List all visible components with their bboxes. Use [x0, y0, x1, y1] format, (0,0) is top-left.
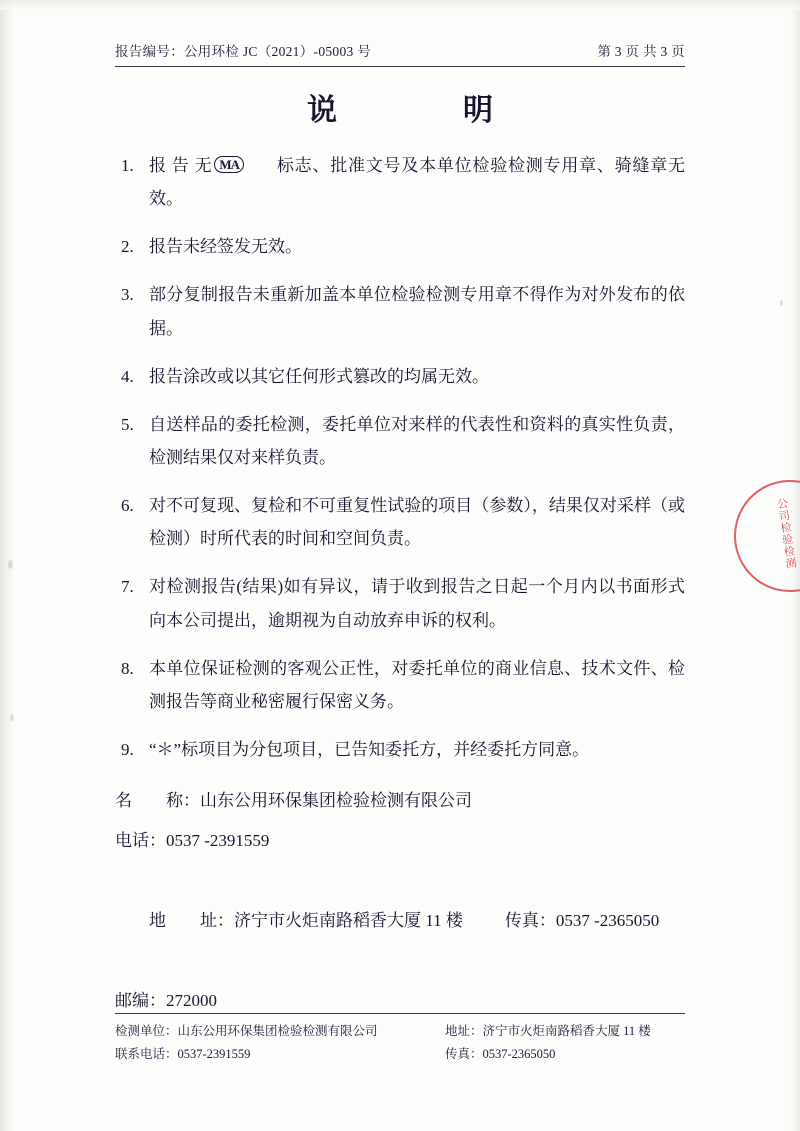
footer-row-2 — [115, 1043, 685, 1066]
list-item-number: 2. — [121, 237, 134, 257]
footer-unit: 检测单位：山东公用环保集团检验检测有限公司 — [115, 1024, 378, 1038]
company-seal-text: 公司检验检测 — [774, 497, 797, 571]
list-item-text: 报告涂改或以其它任何形式篡改的均属无效。 — [149, 366, 489, 386]
list-item-number: 5. — [121, 414, 134, 434]
list-item — [115, 733, 685, 766]
footer-tel: 联系电话：0537-2391559 — [115, 1047, 251, 1062]
list-item — [115, 570, 685, 636]
contact-name: 名 称：山东公用环保集团检验检测有限公司 — [115, 791, 472, 811]
list-item-text: 部分复制报告未重新加盖本单位检验检测专用章不得作为对外发布的依据。 — [149, 285, 685, 338]
scan-edge-top — [0, 0, 800, 10]
scan-speck — [8, 560, 13, 569]
scan-speck — [780, 300, 783, 306]
list-item-text: 对不可复现、复检和不可重复性试验的项目（参数），结果仅对采样（或检测）时所代表的时间和空间负责。 — [149, 496, 685, 549]
contact-address: 地 址：济宁市火炬南路稻香大厦 11 楼 — [149, 910, 463, 930]
report-number: 报告编号：公用环检 JC（2021）-05003 号 — [115, 44, 372, 59]
list-item-number: 4. — [121, 366, 134, 386]
contact-fax: 传真：0537 -2365050 — [504, 910, 660, 930]
footer-address: 地址：济宁市火炬南路稻香大厦 11 楼 — [445, 1024, 651, 1038]
list-item — [115, 652, 685, 718]
list-item-text-after: 标志、批准文号及本单位检验检测专用章、骑缝章无效。 — [149, 156, 686, 209]
list-item-number: 8. — [121, 658, 134, 678]
contact-address-row — [115, 861, 685, 981]
list-item — [115, 230, 685, 263]
list-item-number: 9. — [121, 739, 134, 759]
header-divider — [115, 66, 685, 67]
list-item-number: 3. — [121, 285, 134, 305]
list-item — [115, 360, 685, 393]
scan-speck — [10, 714, 14, 721]
page-indicator: 第 3 页 共 3 页 — [597, 44, 685, 59]
contact-postcode: 邮编：272000 — [115, 990, 217, 1010]
document-content — [115, 40, 685, 1021]
page-title: 说 明 — [307, 94, 515, 127]
list-item — [115, 278, 685, 344]
notes-list — [115, 149, 685, 766]
list-item — [115, 408, 685, 474]
list-item-number: 1. — [121, 156, 134, 175]
list-item-text: 报告未经签发无效。 — [149, 237, 302, 257]
document-header — [115, 40, 685, 66]
list-item — [115, 489, 685, 555]
list-item-number: 6. — [121, 496, 134, 516]
document-footer — [115, 1013, 685, 1066]
mma-badge-icon: MA — [214, 156, 244, 173]
footer-row-1 — [115, 1020, 685, 1043]
list-item-text: 自送样品的委托检测，委托单位对来样的代表性和资料的真实性负责，检测结果仅对来样负责。 — [149, 414, 685, 467]
list-item-text: 本单位保证检测的客观公正性，对委托单位的商业信息、技术文件、检测报告等商业秘密履行保密义务。 — [149, 658, 685, 711]
list-item — [115, 149, 685, 215]
footer-fax: 传真：0537-2365050 — [445, 1047, 556, 1062]
contact-block — [115, 781, 685, 1021]
list-item-text: “＊”标项目为分包项目，已告知委托方，并经委托方同意。 — [149, 739, 590, 759]
list-item-text-before: 报 告 无 — [149, 156, 213, 175]
footer-divider — [115, 1013, 685, 1014]
contact-phone: 电话：0537 -2391559 — [115, 831, 270, 851]
list-item-number: 7. — [121, 577, 134, 597]
list-item-text: 对检测报告(结果)如有异议，请于收到报告之日起一个月内以书面形式向本公司提出，逾期视为自动放弃申诉的权利。 — [149, 577, 685, 630]
